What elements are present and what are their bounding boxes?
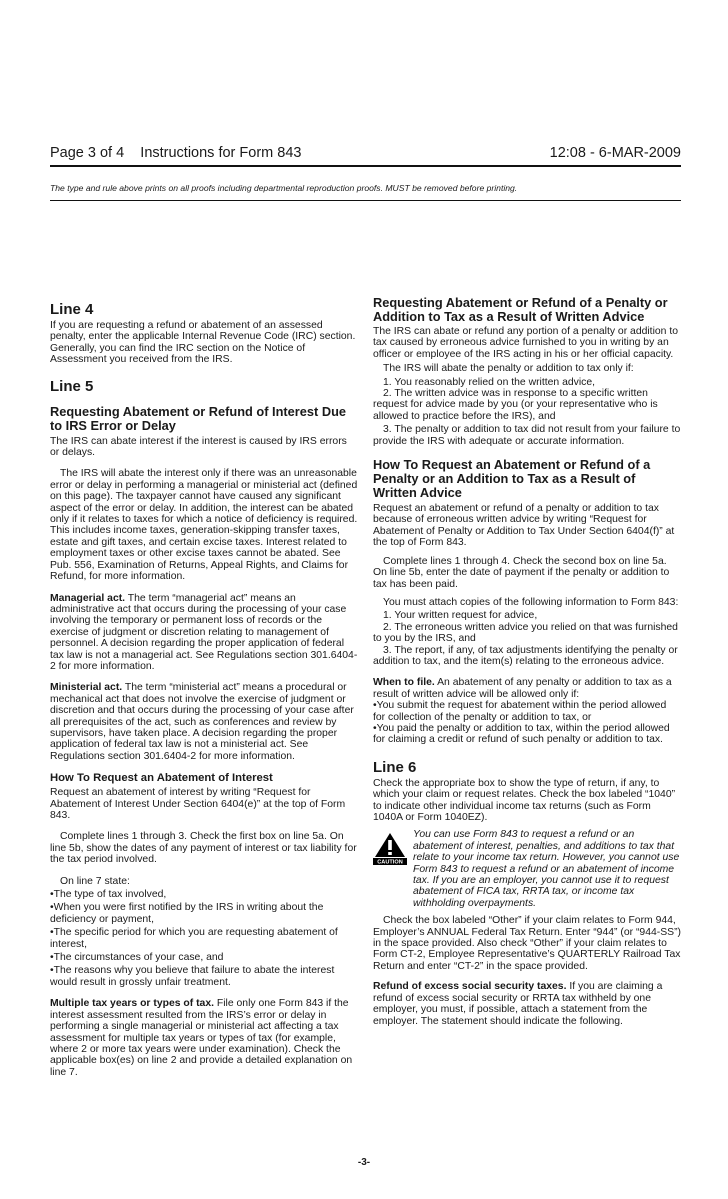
list-item: • The specific period for which you are requesting abatement of interest, xyxy=(50,927,358,950)
heading-line4: Line 4 xyxy=(50,301,94,318)
heading-line5: Line 5 xyxy=(50,377,94,395)
how-interest-paragraph-2: Complete lines 1 through 3. Check the first box on line 5a. On line 5b, show the dates of any payment of interest or tax liability for the tax period involved. xyxy=(50,831,357,866)
running-header xyxy=(50,145,681,161)
list-item: • The type of tax involved, xyxy=(50,889,358,900)
heading-written-advice: Requesting Abatement or Refund of a Penalty or Addition to Tax as a Result of Written Advice xyxy=(373,295,668,324)
list-item: • The circumstances of your case, and xyxy=(50,952,358,963)
how-written-paragraph-2: Complete lines 1 through 4. Check the second box on line 5a. On line 5b, enter the date of payment if the penalty or addition to tax has been paid. xyxy=(373,555,670,590)
caution-icon xyxy=(373,831,407,865)
when-to-file-text: An abatement of any penalty or addition to tax as a result of written advice will be allowed only if: xyxy=(373,677,672,700)
refund-excess-text: If you are claiming a refund of excess social security or RRTA tax withheld by one employer, you must, if possible, attach a statement from the employer. The statement should indicate the following. xyxy=(373,981,663,1027)
attach-intro: You must attach copies of the following information to Form 843: xyxy=(383,596,679,608)
heading-how-request-written: How To Request an Abatement or Refund of a Penalty or an Addition to Tax as a Result of Written Advice xyxy=(373,457,651,501)
header-rule-thin xyxy=(50,200,681,201)
ministerial-act-label: Ministerial act. xyxy=(50,682,123,694)
header-rule-thick xyxy=(50,165,681,167)
caution-label: CAUTION xyxy=(377,860,403,866)
list-item: • You submit the request for abatement within the period allowed for collection of the penalty or addition to tax, or xyxy=(373,700,681,723)
multiple-years-paragraph xyxy=(50,998,358,1078)
heading-interest-error: Requesting Abatement or Refund of Interest Due to IRS Error or Delay xyxy=(50,403,347,433)
heading-line6: Line 6 xyxy=(373,758,417,776)
interest-paragraph-2: The IRS will abate the interest only if there was an unreasonable error or delay in performing a managerial or ministerial act (defined on this page). The taxpayer cannot have caused any significant aspect of the error or delay. In addition, the interest can be abated only if it relates to taxes for which a notice of deficiency is required. This includes income taxes, generation-skipping transfer taxes, estate and gift taxes, and certain excise taxes. Interest related to employment taxes or other excise taxes cannot be abated. See Pub. 556, Examination of Returns, Appeal Rights, and Claims for Refund, for more information. xyxy=(50,468,358,583)
managerial-act-label: Managerial act. xyxy=(50,592,126,604)
list-item: • The reasons why you believe that failure to abate the interest would result in grossly unfair treatment. xyxy=(50,965,358,988)
other-box-paragraph: Check the box labeled “Other” if your claim relates to Form 944, Employer’s ANNUAL Federal Tax Return. Enter “944” (or “944-SS”) in the space provided. Also check “Other” if your claim relates to Form CT-2, Employee Representative’s QUARTERLY Railroad Tax Return and enter “CT-2” in the space provided. xyxy=(373,915,681,972)
managerial-act-text: The term “managerial act” means an administrative act that occurs during the processing of your case involving the temporary or permanent loss of records or the exercise of judgment or discretion relating to management of personnel. A decision regarding the proper application of federal tax law is not a managerial act. See Regulations section 301.6404-2 for more information. xyxy=(50,592,358,672)
heading-how-request-interest: How To Request an Abatement of Interest xyxy=(50,772,273,785)
when-to-file-paragraph xyxy=(373,677,681,700)
header-timestamp: 12:08 - 6-MAR-2009 xyxy=(549,145,681,161)
how-interest-paragraph-1: Request an abatement of interest by writing “Request for Abatement of Interest Under Section 6404(e)” at the top of Form 843. xyxy=(50,787,346,821)
right-column xyxy=(373,296,681,1027)
list-item: • You paid the penalty or addition to tax, within the period allowed for claiming a credit or refund of such penalty or addition to tax. xyxy=(373,723,681,746)
page-number: -3- xyxy=(357,1157,371,1168)
attach-item-2: 2. The erroneous written advice you relied on that was furnished to you by the IRS, and xyxy=(373,621,678,645)
list-item: • When you were first notified by the IRS in writing about the deficiency or payment, xyxy=(50,902,358,925)
interest-paragraph-1: The IRS can abate interest if the interest is caused by IRS errors or delays. xyxy=(50,435,347,459)
written-paragraph-2: The IRS will abate the penalty or addition to tax only if: xyxy=(383,363,634,375)
attach-item-1: 1. Your written request for advice, xyxy=(383,610,538,622)
header-left: Page 3 of 4 Instructions for Form 843 xyxy=(50,145,302,161)
managerial-act-paragraph xyxy=(50,593,358,673)
left-column xyxy=(50,296,358,1078)
attach-item-3: 3. The report, if any, of tax adjustments identifying the penalty or addition to tax, and the item(s) relating to the erroneous advice. xyxy=(373,644,678,667)
caution-note xyxy=(373,829,681,909)
line4-paragraph: If you are requesting a refund or abatement of an assessed penalty, enter the applicable Internal Revenue Code (IRC) section. Generally, you can find the IRC section on the Notice of Assessment you received from the IRS. xyxy=(50,320,356,366)
written-paragraph-1: The IRS can abate or refund any portion of a penalty or addition to tax caused by erroneous advice furnished to you in writing by an officer or employee of the IRS acting in his or her official capacity. xyxy=(373,326,678,360)
line7-intro: On line 7 state: xyxy=(60,875,130,887)
refund-excess-label: Refund of excess social security taxes. xyxy=(373,981,567,993)
proof-note: The type and rule above prints on all proofs including departmental reproduction proofs. MUST be removed before printing. xyxy=(50,183,518,193)
when-to-file-label: When to file. xyxy=(373,677,435,689)
condition-3: 3. The penalty or addition to tax did not result from your failure to provide the IRS with adequate or accurate information. xyxy=(373,424,681,447)
caution-text: You can use Form 843 to request a refund or an abatement of interest, penalties, and additions to tax that relate to your income tax return. However, you cannot use Form 843 to request a refund or an abatement of income tax. If you are an employer, you cannot use it to request abatement of FICA tax, RRTA tax, or income tax withholding overpayments. xyxy=(413,829,680,909)
ministerial-act-text: The term “ministerial act” means a procedural or mechanical act that does not involve the exercise of judgment or discretion and that occurs during the processing of your case after all prerequisites of the act, such as conferences and review by supervisors, have taken place. A decision regarding the proper application of federal tax law is not a ministerial act. See Regulations section 301.6404-2 for more information. xyxy=(50,682,354,762)
multiple-years-text: File only one Form 843 if the interest assessment resulted from the IRS’s error or delay in performing a single managerial or ministerial act affecting a tax assessment for multiple tax years or types of tax (for example, where 2 or more tax years were under examination). Check the applicable box(es) on line 2 and provide a detailed explanation on line 7. xyxy=(50,998,353,1078)
ministerial-act-paragraph xyxy=(50,682,358,762)
condition-1: 1. You reasonably relied on the written advice, xyxy=(383,376,595,388)
multiple-years-label: Multiple tax years or types of tax. xyxy=(50,998,214,1010)
condition-2: 2. The written advice was in response to a specific written request for advice made by you (or your representative who is allowed to practice before the IRS), and xyxy=(373,388,658,422)
line6-paragraph: Check the appropriate box to show the type of return, if any, to which your claim or request relates. Check the box labeled “1040” to indicate other individual income tax returns (such as Form 1040A or Form 1040EZ). xyxy=(373,777,676,823)
how-written-paragraph-1: Request an abatement or refund of a penalty or addition to tax because of erroneous written advice by writing “Request for Abatement of Penalty or Addition to Tax Under Section 6404(f)” at the top of Form 843. xyxy=(373,503,675,549)
refund-excess-paragraph xyxy=(373,981,681,1027)
